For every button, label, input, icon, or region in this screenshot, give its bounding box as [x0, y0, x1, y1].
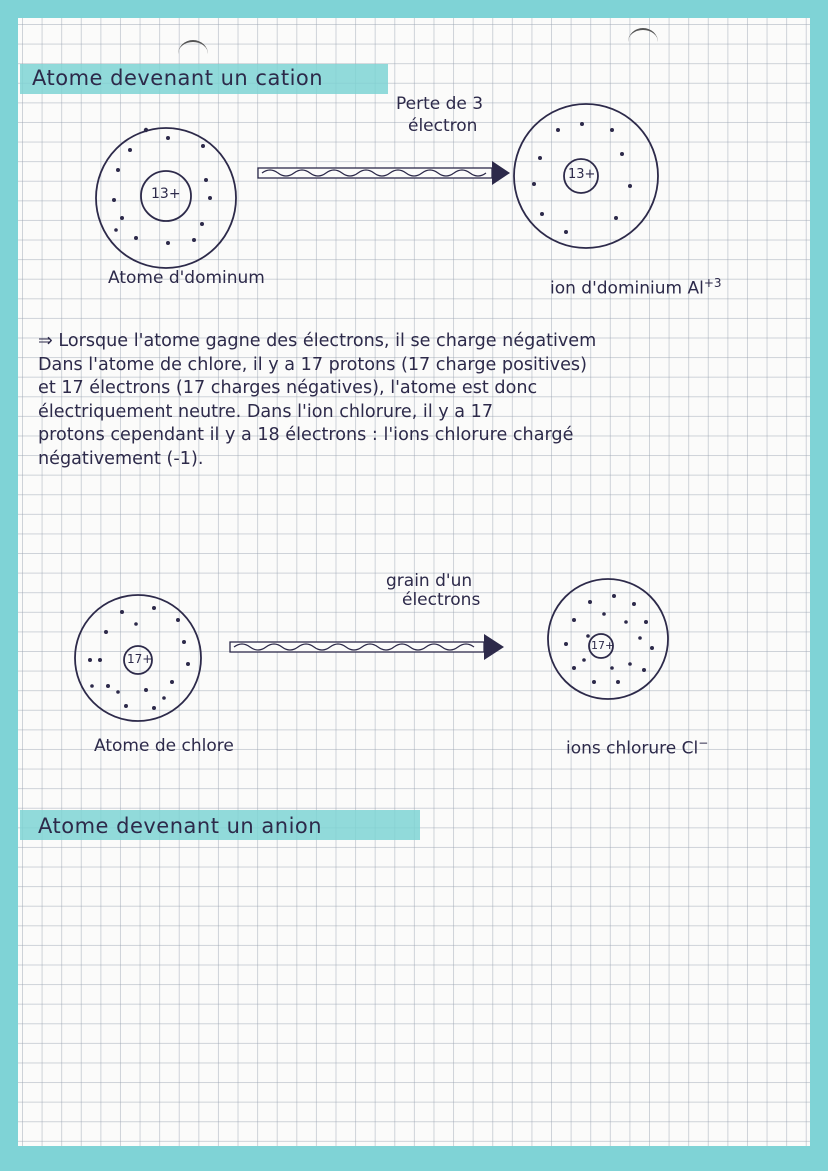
arrow-note-gain-line1: grain d'un — [386, 571, 473, 591]
paragraph-line: ⇒ Lorsque l'atome gagne des électrons, il se charge négativem — [38, 331, 597, 351]
paragraph-line: et 17 électrons (17 charges négatives), l'atome est donc — [38, 378, 538, 398]
paragraph-line: négativement (-1). — [38, 448, 204, 469]
chlorine-atom-nucleus-label: 17+ — [127, 652, 153, 666]
aluminium-ion-nucleus-label: 13+ — [568, 167, 596, 182]
notebook-page — [18, 18, 810, 1146]
arrow-gain-electron — [230, 634, 504, 660]
arrow-note-gain-line2: électrons — [402, 590, 481, 610]
arrow-loss-electrons — [258, 161, 510, 185]
arrow-note-loss-line1: Perte de 3 — [396, 94, 484, 114]
chloride-ion-caption — [566, 736, 708, 759]
aluminium-atom-nucleus-label: 13+ — [151, 186, 181, 202]
paragraph-line: électriquement neutre. Dans l'ion chlorure, il y a 17 — [38, 401, 494, 422]
chloride-ion-charge: − — [698, 736, 709, 750]
paragraph-line: Dans l'atome de chlore, il y a 17 protons (17 charge positives) — [38, 354, 587, 375]
chloride-ion-caption-text: ions chlorure Cl — [566, 738, 699, 759]
paragraph-line: protons cependant il y a 18 électrons : l'ions chlorure chargé — [38, 425, 574, 445]
chloride-ion-nucleus-label: 17+ — [591, 639, 615, 652]
section-heading-cation: Atome devenant un cation — [32, 66, 324, 90]
aluminium-ion-caption-text: ion d'dominium Al — [550, 278, 704, 299]
aluminium-atom-caption: Atome d'dominum — [108, 268, 265, 288]
aluminium-ion-charge: +3 — [703, 276, 722, 290]
explanation-paragraph — [38, 330, 818, 471]
arrow-note-loss-line2: électron — [408, 116, 478, 136]
aluminium-ion-caption — [550, 276, 722, 299]
section-heading-anion: Atome devenant un anion — [38, 814, 323, 838]
chlorine-atom-caption: Atome de chlore — [94, 736, 234, 756]
